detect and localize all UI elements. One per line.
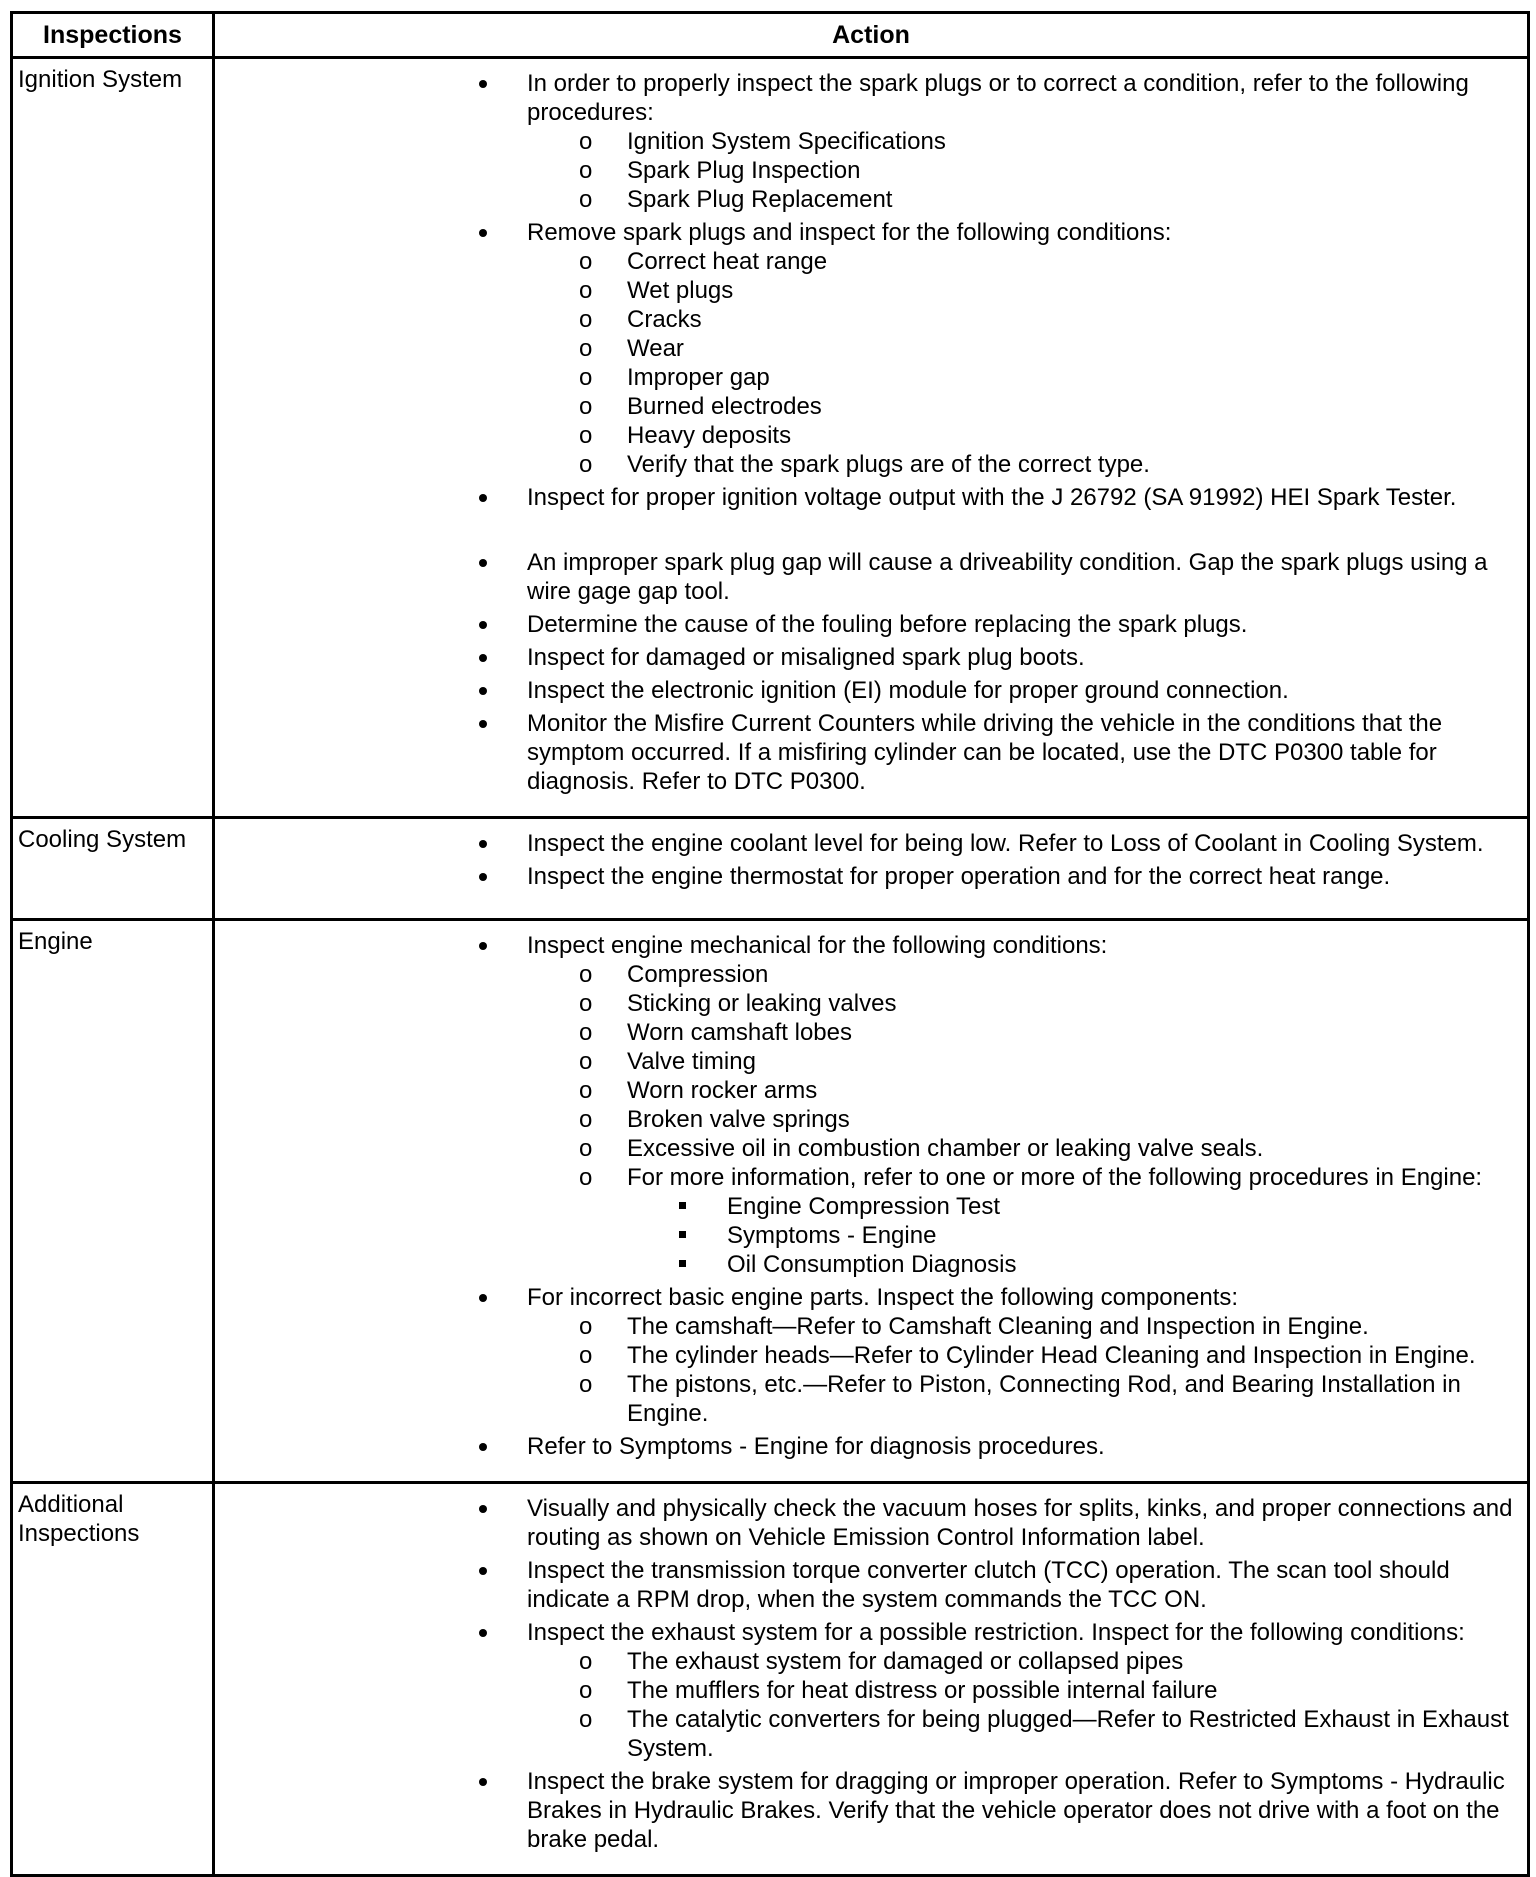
sub-item — [215, 989, 1521, 1018]
item-text: Inspect the electronic ignition (EI) module for proper ground connection. — [527, 677, 1289, 704]
inspection-label: Cooling System — [12, 818, 214, 920]
sub-sub-list — [215, 1192, 1521, 1279]
item-text: Worn camshaft lobes — [627, 1019, 852, 1046]
sub-sub-item — [215, 1250, 1521, 1279]
action-cell — [214, 920, 1529, 1483]
bullet-item — [215, 1618, 1521, 1763]
inspection-table — [10, 11, 1530, 1877]
sub-item — [215, 1341, 1521, 1370]
action-list — [215, 69, 1521, 796]
sub-item — [215, 276, 1521, 305]
table-row — [12, 1483, 1529, 1876]
item-text: Inspect for damaged or misaligned spark plug boots. — [527, 644, 1085, 671]
item-text: The exhaust system for damaged or collapsed pipes — [627, 1648, 1184, 1675]
inspection-label: Additional Inspections — [12, 1483, 214, 1876]
sub-list — [215, 247, 1521, 479]
item-text: Correct heat range — [627, 248, 828, 275]
inspection-label: Engine — [12, 920, 214, 1483]
item-text: Wear — [627, 335, 684, 362]
bullet-item — [215, 829, 1521, 858]
bullet-item — [215, 1556, 1521, 1614]
action-list — [215, 1494, 1521, 1854]
item-text: Cracks — [627, 306, 702, 333]
sub-item — [215, 247, 1521, 276]
item-text: Verify that the spark plugs are of the correct type. — [627, 451, 1150, 478]
item-text: Oil Consumption Diagnosis — [727, 1251, 1017, 1278]
sub-sub-item — [215, 1221, 1521, 1250]
item-text: Inspect engine mechanical for the following conditions: — [527, 932, 1108, 959]
item-text: The mufflers for heat distress or possible internal failure — [627, 1677, 1218, 1704]
action-cell — [214, 1483, 1529, 1876]
item-text: Inspect the transmission torque converter clutch (TCC) operation. The scan tool should indicate a RPM drop, when the system commands the TCC ON. — [527, 1557, 1450, 1613]
item-text: Heavy deposits — [627, 422, 792, 449]
bullet-item — [215, 69, 1521, 214]
sub-item — [215, 185, 1521, 214]
bullet-item — [215, 1767, 1521, 1854]
item-text: Ignition System Specifications — [627, 128, 946, 155]
item-text: Remove spark plugs and inspect for the following conditions: — [527, 219, 1172, 246]
item-text: Inspect for proper ignition voltage output with the J 26792 (SA 91992) HEI Spark Tester. — [527, 484, 1457, 511]
action-list — [215, 931, 1521, 1461]
sub-item — [215, 450, 1521, 479]
action-cell — [214, 818, 1529, 920]
sub-item — [215, 1134, 1521, 1163]
header-row — [12, 13, 1529, 58]
item-text: Refer to Symptoms - Engine for diagnosis procedures. — [527, 1433, 1105, 1460]
item-text: Inspect the engine thermostat for proper operation and for the correct heat range. — [527, 863, 1391, 890]
item-text: An improper spark plug gap will cause a driveability condition. Gap the spark plugs using a wire gage gap tool. — [527, 549, 1488, 605]
sub-item — [215, 421, 1521, 450]
item-text: Sticking or leaking valves — [627, 990, 897, 1017]
sub-sub-item — [215, 1192, 1521, 1221]
header-action: Action — [214, 13, 1529, 58]
bullet-item — [215, 676, 1521, 705]
bullet-item — [215, 709, 1521, 796]
item-text: Engine Compression Test — [727, 1193, 1001, 1220]
sub-item — [215, 1047, 1521, 1076]
sub-item — [215, 334, 1521, 363]
bullet-item — [215, 862, 1521, 891]
item-text: Worn rocker arms — [627, 1077, 818, 1104]
item-text: Spark Plug Inspection — [627, 157, 861, 184]
item-text: In order to properly inspect the spark plugs or to correct a condition, refer to the following procedures: — [527, 70, 1469, 126]
sub-item — [215, 1018, 1521, 1047]
table-row — [12, 920, 1529, 1483]
item-text: Monitor the Misfire Current Counters while driving the vehicle in the conditions that the symptom occurred. If a misfiring cylinder can be located, use the DTC P0300 table for diagnosis. Refer to DTC P0300. — [527, 710, 1443, 795]
bullet-item — [215, 548, 1521, 606]
bullet-item — [215, 483, 1521, 512]
inspection-label: Ignition System — [12, 58, 214, 818]
header-inspections: Inspections — [12, 13, 214, 58]
item-text: For more information, refer to one or more of the following procedures in Engine: — [627, 1164, 1483, 1191]
item-text: The catalytic converters for being plugged—Refer to Restricted Exhaust in Exhaust System. — [627, 1706, 1509, 1762]
action-cell — [214, 58, 1529, 818]
item-text: Visually and physically check the vacuum hoses for splits, kinks, and proper connections and routing as shown on Vehicle Emission Control Information label. — [527, 1495, 1513, 1551]
sub-item — [215, 1312, 1521, 1341]
table-row — [12, 58, 1529, 818]
sub-list — [215, 1647, 1521, 1763]
sub-list — [215, 960, 1521, 1279]
sub-item — [215, 1647, 1521, 1676]
bullet-item — [215, 218, 1521, 479]
bullet-item — [215, 1283, 1521, 1428]
sub-item — [215, 305, 1521, 334]
sub-item — [215, 392, 1521, 421]
item-text: Symptoms - Engine — [727, 1222, 937, 1249]
item-text: Valve timing — [627, 1048, 756, 1075]
item-text: Wet plugs — [627, 277, 734, 304]
item-text: Determine the cause of the fouling before replacing the spark plugs. — [527, 611, 1248, 638]
sub-item — [215, 1163, 1521, 1279]
sub-item — [215, 1705, 1521, 1763]
item-text: Improper gap — [627, 364, 770, 391]
sub-item — [215, 960, 1521, 989]
sub-item — [215, 156, 1521, 185]
bullet-item — [215, 643, 1521, 672]
table-row — [12, 818, 1529, 920]
item-text: Inspect the brake system for dragging or improper operation. Refer to Symptoms - Hydraulic Brakes in Hydraulic Brakes. Verify that the vehicle operator does not drive with a foot on the brake pedal. — [527, 1768, 1505, 1853]
bullet-item — [215, 610, 1521, 639]
item-text: Spark Plug Replacement — [627, 186, 893, 213]
bullet-item — [215, 931, 1521, 1279]
sub-item — [215, 127, 1521, 156]
sub-item — [215, 1105, 1521, 1134]
sub-item — [215, 1676, 1521, 1705]
sub-list — [215, 127, 1521, 214]
item-text: The camshaft—Refer to Camshaft Cleaning and Inspection in Engine. — [627, 1313, 1369, 1340]
sub-list — [215, 1312, 1521, 1428]
item-text: Inspect the exhaust system for a possible restriction. Inspect for the following conditions: — [527, 1619, 1465, 1646]
item-text: Compression — [627, 961, 769, 988]
action-list — [215, 829, 1521, 891]
sub-item — [215, 1370, 1521, 1428]
item-text: Broken valve springs — [627, 1106, 850, 1133]
bullet-item — [215, 1432, 1521, 1461]
item-text: Excessive oil in combustion chamber or leaking valve seals. — [627, 1135, 1264, 1162]
item-text: The cylinder heads—Refer to Cylinder Head Cleaning and Inspection in Engine. — [627, 1342, 1476, 1369]
bullet-item — [215, 1494, 1521, 1552]
item-text: Burned electrodes — [627, 393, 822, 420]
table-body — [12, 58, 1529, 1876]
item-text: The pistons, etc.—Refer to Piston, Connecting Rod, and Bearing Installation in Engine. — [627, 1371, 1461, 1427]
item-text: Inspect the engine coolant level for being low. Refer to Loss of Coolant in Cooling System. — [527, 830, 1484, 857]
item-text: For incorrect basic engine parts. Inspect the following components: — [527, 1284, 1239, 1311]
sub-item — [215, 1076, 1521, 1105]
sub-item — [215, 363, 1521, 392]
